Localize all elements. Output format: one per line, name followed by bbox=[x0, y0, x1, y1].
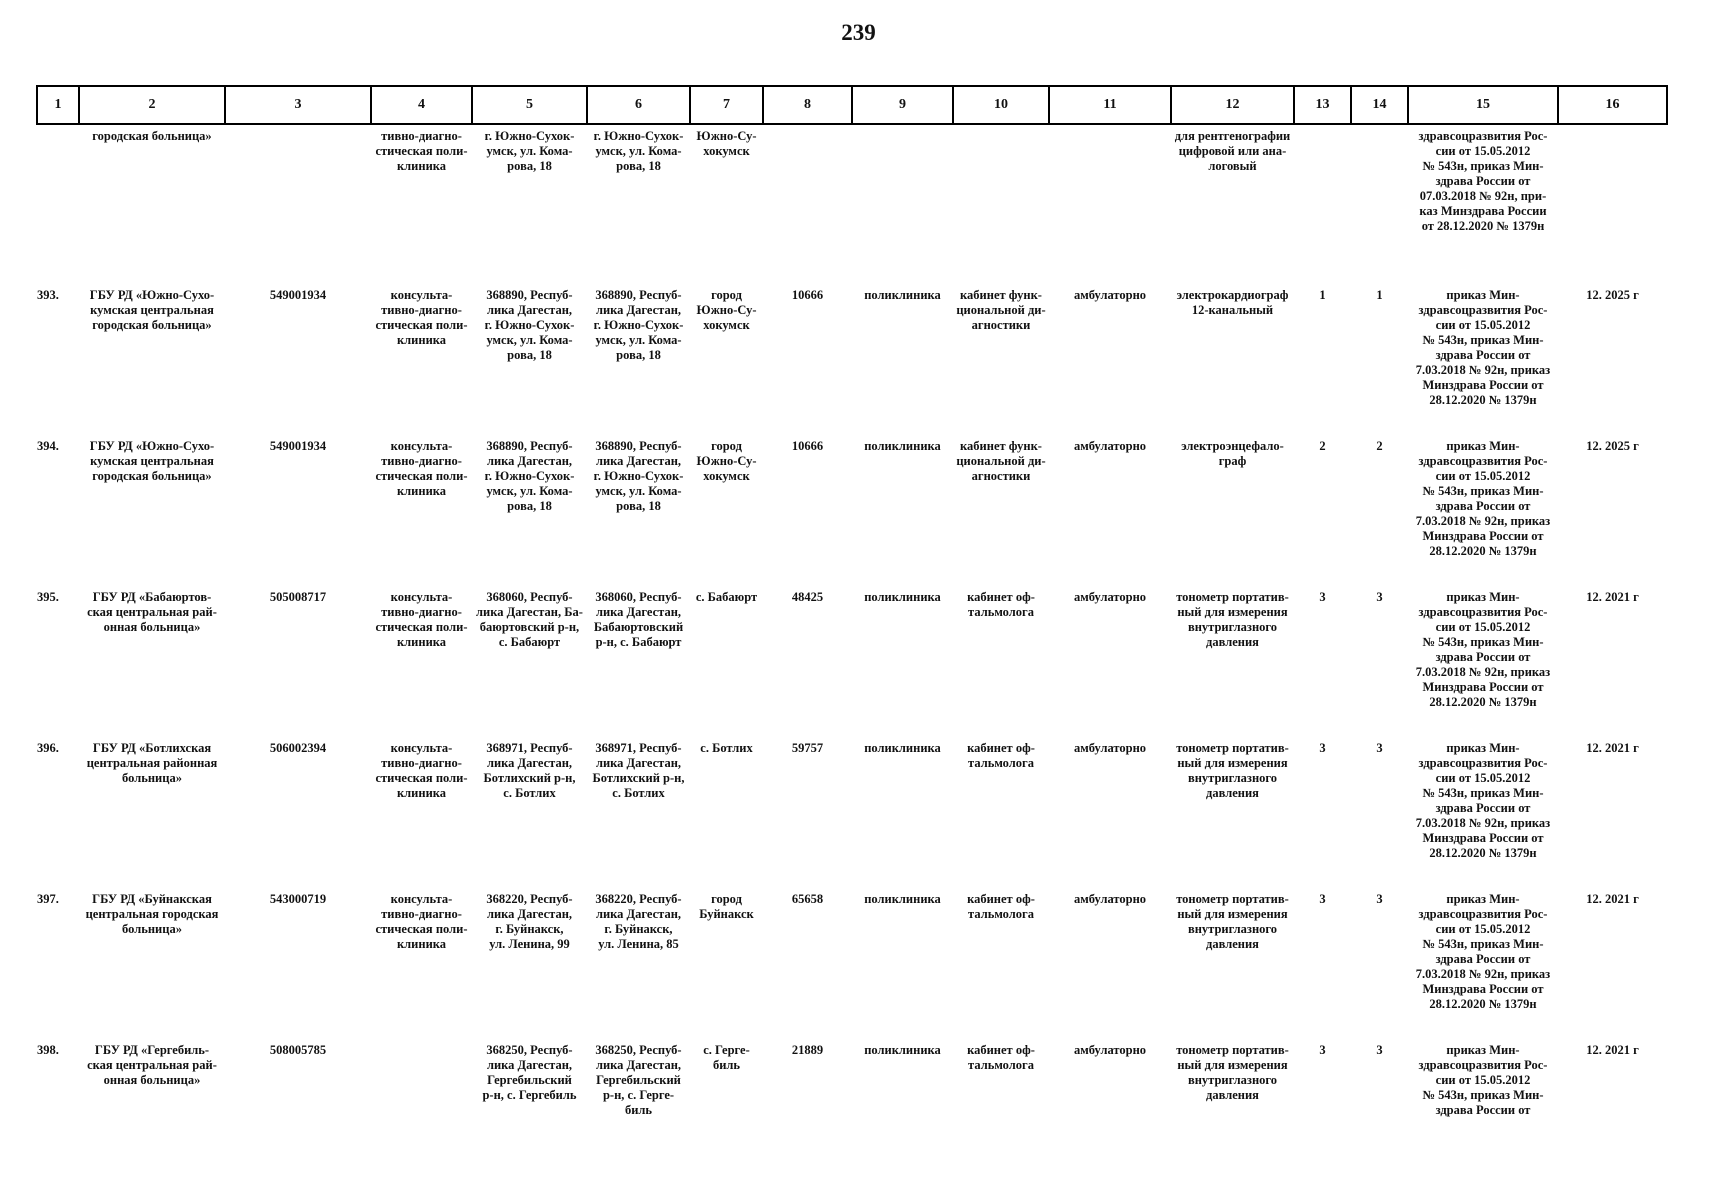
cell-code: 508005785 bbox=[269, 1043, 327, 1057]
cell-quantity-planned: 3 bbox=[1376, 741, 1383, 755]
cell-locality: город Буйнакск bbox=[699, 892, 754, 921]
cell-code: 506002394 bbox=[269, 741, 327, 755]
cell-care-condition: амбулаторно bbox=[1073, 892, 1147, 906]
cell-room: кабинет функ- циональной ди- агностики bbox=[956, 288, 1046, 332]
cell-locality: с. Бабаюрт bbox=[695, 590, 758, 604]
cell-organization: городская больница» bbox=[92, 129, 212, 143]
cell-legal-address: 368971, Респуб- лика Дагестан, Ботлихский р-н, с. Ботлих bbox=[483, 741, 576, 800]
cell-legal-address: 368890, Респуб- лика Дагестан, г. Южно-Сухок- умск, ул. Кома- рова, 18 bbox=[484, 439, 575, 513]
cell-code: 505008717 bbox=[269, 590, 327, 604]
cell-unit-type: поликлиника bbox=[864, 1043, 941, 1057]
cell-row-number: 395. bbox=[37, 590, 59, 604]
cell-population: 59757 bbox=[791, 741, 824, 755]
cell-legal-address: 368250, Респуб- лика Дагестан, Гергебильский р-н, с. Гергебиль bbox=[482, 1043, 577, 1102]
cell-division: консульта- тивно-диагно- стическая поли- клиника bbox=[375, 590, 468, 649]
cell-room: кабинет оф- тальмолога bbox=[967, 590, 1035, 619]
column-header: 13 bbox=[1294, 86, 1351, 124]
cell-division: консульта- тивно-диагно- стическая поли- клиника bbox=[375, 741, 468, 800]
cell-code: 549001934 bbox=[269, 439, 327, 453]
cell-row-number: 397. bbox=[37, 892, 59, 906]
cell-division bbox=[371, 1027, 472, 1153]
cell-population: 21889 bbox=[791, 1043, 824, 1057]
cell-quantity-planned: 3 bbox=[1376, 590, 1383, 604]
cell-deadline bbox=[1558, 124, 1667, 272]
cell-actual-address: 368971, Респуб- лика Дагестан, Ботлихский р-н, с. Ботлих bbox=[592, 741, 685, 800]
table-row bbox=[37, 272, 1667, 423]
cell-legal-address: 368060, Респуб- лика Дагестан, Ба- баюртовский р-н, с. Бабаюрт bbox=[476, 590, 583, 649]
cell-actual-address: 368890, Респуб- лика Дагестан, г. Южно-Сухок- умск, ул. Кома- рова, 18 bbox=[593, 439, 684, 513]
cell-row-number bbox=[37, 124, 79, 272]
cell-division: тивно-диагно- стическая поли- клиника bbox=[375, 129, 468, 173]
cell-actual-address: 368220, Респуб- лика Дагестан, г. Буйнакск, ул. Ленина, 85 bbox=[595, 892, 682, 951]
cell-row-number: 398. bbox=[37, 1043, 59, 1057]
cell-care-condition bbox=[1049, 124, 1171, 272]
cell-room bbox=[953, 124, 1049, 272]
cell-quantity-required: 3 bbox=[1319, 892, 1326, 906]
table-row bbox=[37, 725, 1667, 876]
cell-population: 10666 bbox=[791, 288, 824, 302]
column-header: 15 bbox=[1408, 86, 1558, 124]
registry-table bbox=[36, 85, 1668, 1153]
cell-deadline: 12. 2021 г bbox=[1586, 741, 1639, 755]
cell-organization: ГБУ РД «Гергебиль- ская центральная рай- онная больница» bbox=[87, 1043, 217, 1087]
cell-division: консульта- тивно-диагно- стическая поли- клиника bbox=[375, 439, 468, 498]
cell-quantity-required: 3 bbox=[1319, 1043, 1326, 1057]
cell-unit-type: поликлиника bbox=[864, 590, 941, 604]
column-header: 7 bbox=[690, 86, 763, 124]
cell-regulation: приказ Мин- здравсоцразвития Рос- сии от 15.05.2012 № 543н, приказ Мин- здрава России от 7.03.2018 № 92н, приказ Минздрава России от 28.12.2020 № 1379н bbox=[1415, 439, 1551, 558]
cell-quantity-planned: 2 bbox=[1376, 439, 1383, 453]
cell-organization: ГБУ РД «Южно-Сухо- кумская центральная городская больница» bbox=[89, 439, 215, 483]
cell-population: 65658 bbox=[791, 892, 824, 906]
cell-locality: город Южно-Су- хокумск bbox=[696, 439, 757, 483]
cell-quantity-planned bbox=[1351, 124, 1408, 272]
cell-regulation: приказ Мин- здравсоцразвития Рос- сии от 15.05.2012 № 543н, приказ Мин- здрава России от 7.03.2018 № 92н, приказ Минздрава России от 28.12.2020 № 1379н bbox=[1415, 741, 1551, 860]
cell-equipment: для рентгенографии цифровой или ана- логовый bbox=[1174, 129, 1291, 173]
cell-regulation: приказ Мин- здравсоцразвития Рос- сии от 15.05.2012 № 543н, приказ Мин- здрава России от bbox=[1418, 1043, 1548, 1117]
column-header: 8 bbox=[763, 86, 852, 124]
cell-row-number: 393. bbox=[37, 288, 59, 302]
cell-care-condition: амбулаторно bbox=[1073, 741, 1147, 755]
cell-deadline: 12. 2021 г bbox=[1586, 590, 1639, 604]
cell-unit-type bbox=[852, 124, 953, 272]
cell-quantity-required: 3 bbox=[1319, 741, 1326, 755]
cell-locality: с. Герге- биль bbox=[703, 1043, 750, 1072]
column-header: 6 bbox=[587, 86, 690, 124]
cell-code: 543000719 bbox=[269, 892, 327, 906]
cell-room: кабинет оф- тальмолога bbox=[967, 741, 1035, 770]
cell-unit-type: поликлиника bbox=[864, 741, 941, 755]
column-number-header-row bbox=[37, 86, 1667, 124]
column-header: 1 bbox=[37, 86, 79, 124]
cell-regulation: здравсоцразвития Рос- сии от 15.05.2012 № 543н, приказ Мин- здрава России от 07.03.2018 № 92н, при- каз Минздрава России от 28.12.2020 № 1379н bbox=[1418, 129, 1548, 233]
cell-unit-type: поликлиника bbox=[864, 892, 941, 906]
continuation-row bbox=[37, 124, 1667, 272]
cell-locality: с. Ботлих bbox=[700, 741, 753, 755]
cell-division: консульта- тивно-диагно- стическая поли- клиника bbox=[375, 288, 468, 347]
cell-population bbox=[763, 124, 852, 272]
column-header: 2 bbox=[79, 86, 225, 124]
cell-locality: город Южно-Су- хокумск bbox=[696, 288, 757, 332]
cell-deadline: 12. 2021 г bbox=[1586, 1043, 1639, 1057]
cell-legal-address: г. Южно-Сухок- умск, ул. Кома- рова, 18 bbox=[484, 129, 575, 173]
registry-table-wrap bbox=[36, 85, 1666, 1153]
cell-equipment: тонометр портатив- ный для измерения внутриглазного давления bbox=[1176, 1043, 1289, 1102]
cell-population: 48425 bbox=[791, 590, 824, 604]
table-row bbox=[37, 1027, 1667, 1153]
cell-equipment: электрокардиограф 12-канальный bbox=[1176, 288, 1289, 317]
cell-quantity-planned: 3 bbox=[1376, 892, 1383, 906]
cell-quantity-required: 1 bbox=[1319, 288, 1326, 302]
column-header: 14 bbox=[1351, 86, 1408, 124]
table-row bbox=[37, 876, 1667, 1027]
cell-division: консульта- тивно-диагно- стическая поли- клиника bbox=[375, 892, 468, 951]
cell-row-number: 394. bbox=[37, 439, 59, 453]
cell-unit-type: поликлиника bbox=[864, 439, 941, 453]
column-header: 5 bbox=[472, 86, 587, 124]
cell-organization: ГБУ РД «Бабаюртов- ская центральная рай- онная больница» bbox=[87, 590, 217, 634]
cell-population: 10666 bbox=[791, 439, 824, 453]
cell-quantity-planned: 3 bbox=[1376, 1043, 1383, 1057]
cell-room: кабинет оф- тальмолога bbox=[967, 892, 1035, 921]
column-header: 9 bbox=[852, 86, 953, 124]
cell-regulation: приказ Мин- здравсоцразвития Рос- сии от 15.05.2012 № 543н, приказ Мин- здрава России от 7.03.2018 № 92н, приказ Минздрава России от 28.12.2020 № 1379н bbox=[1415, 892, 1551, 1011]
cell-code bbox=[225, 124, 371, 272]
column-header: 10 bbox=[953, 86, 1049, 124]
column-header: 11 bbox=[1049, 86, 1171, 124]
cell-quantity-planned: 1 bbox=[1376, 288, 1383, 302]
cell-actual-address: г. Южно-Сухок- умск, ул. Кома- рова, 18 bbox=[593, 129, 684, 173]
table-row bbox=[37, 574, 1667, 725]
cell-quantity-required: 3 bbox=[1319, 590, 1326, 604]
cell-row-number: 396. bbox=[37, 741, 59, 755]
column-header: 16 bbox=[1558, 86, 1667, 124]
cell-equipment: тонометр портатив- ный для измерения внутриглазного давления bbox=[1176, 590, 1289, 649]
column-header: 12 bbox=[1171, 86, 1294, 124]
table-row bbox=[37, 423, 1667, 574]
cell-legal-address: 368890, Респуб- лика Дагестан, г. Южно-Сухок- умск, ул. Кома- рова, 18 bbox=[484, 288, 575, 362]
cell-care-condition: амбулаторно bbox=[1073, 288, 1147, 302]
cell-regulation: приказ Мин- здравсоцразвития Рос- сии от 15.05.2012 № 543н, приказ Мин- здрава России от 7.03.2018 № 92н, приказ Минздрава России от 28.12.2020 № 1379н bbox=[1415, 288, 1551, 407]
cell-deadline: 12. 2025 г bbox=[1586, 439, 1639, 453]
cell-actual-address: 368890, Респуб- лика Дагестан, г. Южно-Сухок- умск, ул. Кома- рова, 18 bbox=[593, 288, 684, 362]
cell-locality: Южно-Су- хокумск bbox=[696, 129, 757, 158]
cell-organization: ГБУ РД «Ботлихская центральная районная больница» bbox=[86, 741, 218, 785]
page-number: 239 bbox=[841, 20, 876, 45]
cell-care-condition: амбулаторно bbox=[1073, 1043, 1147, 1057]
cell-quantity-required bbox=[1294, 124, 1351, 272]
cell-equipment: тонометр портатив- ный для измерения внутриглазного давления bbox=[1176, 892, 1289, 951]
cell-equipment: тонометр портатив- ный для измерения внутриглазного давления bbox=[1176, 741, 1289, 800]
cell-code: 549001934 bbox=[269, 288, 327, 302]
column-header: 4 bbox=[371, 86, 472, 124]
cell-quantity-required: 2 bbox=[1319, 439, 1326, 453]
cell-actual-address: 368060, Респуб- лика Дагестан, Бабаюртовский р-н, с. Бабаюрт bbox=[593, 590, 684, 649]
cell-care-condition: амбулаторно bbox=[1073, 439, 1147, 453]
column-header: 3 bbox=[225, 86, 371, 124]
cell-room: кабинет оф- тальмолога bbox=[967, 1043, 1035, 1072]
cell-deadline: 12. 2021 г bbox=[1586, 892, 1639, 906]
cell-organization: ГБУ РД «Южно-Сухо- кумская центральная городская больница» bbox=[89, 288, 215, 332]
cell-organization: ГБУ РД «Буйнакская центральная городская больница» bbox=[85, 892, 219, 936]
cell-actual-address: 368250, Респуб- лика Дагестан, Гергебильский р-н, с. Герге- биль bbox=[595, 1043, 682, 1117]
cell-care-condition: амбулаторно bbox=[1073, 590, 1147, 604]
cell-legal-address: 368220, Респуб- лика Дагестан, г. Буйнакск, ул. Ленина, 99 bbox=[486, 892, 573, 951]
cell-deadline: 12. 2025 г bbox=[1586, 288, 1639, 302]
cell-regulation: приказ Мин- здравсоцразвития Рос- сии от 15.05.2012 № 543н, приказ Мин- здрава России от 7.03.2018 № 92н, приказ Минздрава России от 28.12.2020 № 1379н bbox=[1415, 590, 1551, 709]
cell-unit-type: поликлиника bbox=[864, 288, 941, 302]
cell-room: кабинет функ- циональной ди- агностики bbox=[956, 439, 1046, 483]
cell-equipment: электроэнцефало- граф bbox=[1181, 439, 1284, 468]
